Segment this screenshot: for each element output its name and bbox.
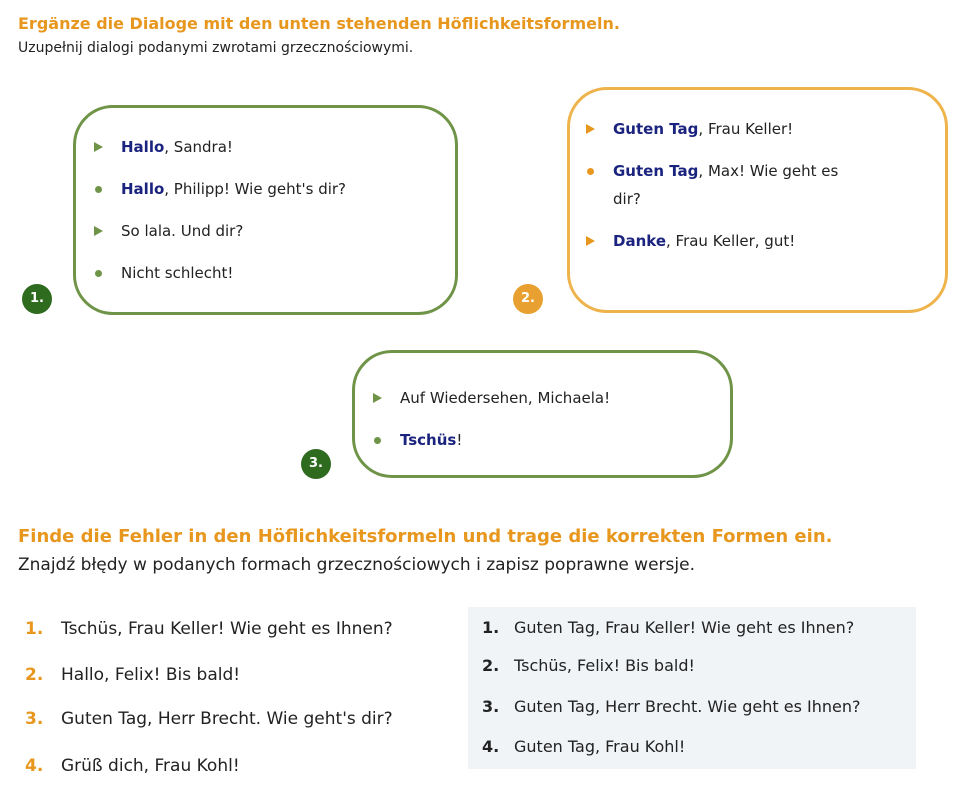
dot-bullet-icon xyxy=(95,186,102,193)
exercise-item: 2. Hallo, Felix! Bis bald! xyxy=(25,665,241,685)
keyword: Tschüs xyxy=(400,431,457,449)
keyword: Hallo xyxy=(121,180,165,198)
answer-box xyxy=(468,607,916,769)
exercise-item: 3. Guten Tag, Herr Brecht. Wie geht's dir? xyxy=(25,709,393,729)
dialog-3-badge: 3. xyxy=(301,449,331,479)
dialog-3-bubble: Auf Wiedersehen, Michaela! Tschüs! xyxy=(352,350,733,478)
dot-bullet-icon xyxy=(374,437,381,444)
triangle-bullet-icon xyxy=(94,142,103,152)
task2-title-pl: Znajdź błędy w podanych formach grzecznościowych i zapisz poprawne wersje. xyxy=(18,555,695,575)
dialog-2-bubble: Guten Tag, Frau Keller! Guten Tag, Max! Wie geht es dir? Danke, Frau Keller, gut! xyxy=(567,87,948,313)
answer-item: 1. Guten Tag, Frau Keller! Wie geht es Ihnen? xyxy=(482,618,855,637)
dialog-1-bubble: Hallo, Sandra! Hallo, Philipp! Wie geht's dir? So lala. Und dir? Nicht schlecht! xyxy=(73,105,458,315)
exercise-item: 4. Grüß dich, Frau Kohl! xyxy=(25,756,240,776)
answer-item: 4. Guten Tag, Frau Kohl! xyxy=(482,737,686,756)
triangle-bullet-icon xyxy=(373,393,382,403)
dot-bullet-icon xyxy=(95,270,102,277)
exercise-item: 1. Tschüs, Frau Keller! Wie geht es Ihnen? xyxy=(25,619,393,639)
keyword: Hallo xyxy=(121,138,165,156)
dialog-2-badge: 2. xyxy=(513,284,543,314)
triangle-bullet-icon xyxy=(94,226,103,236)
task1-title-de: Ergänze die Dialoge mit den unten stehenden Höflichkeitsformeln. xyxy=(18,14,620,33)
answer-item: 2. Tschüs, Felix! Bis bald! xyxy=(482,656,695,675)
keyword: Guten Tag xyxy=(613,120,699,138)
task2-title-de: Finde die Fehler in den Höflichkeitsformeln und trage die korrekten Formen ein. xyxy=(18,526,833,547)
task1-title-pl: Uzupełnij dialogi podanymi zwrotami grzecznościowymi. xyxy=(18,40,414,56)
triangle-bullet-icon xyxy=(586,124,595,134)
dialog-1-badge: 1. xyxy=(22,284,52,314)
answer-item: 3. Guten Tag, Herr Brecht. Wie geht es Ihnen? xyxy=(482,697,861,716)
keyword: Danke xyxy=(613,232,666,250)
keyword: Guten Tag xyxy=(613,162,699,180)
dot-bullet-icon xyxy=(587,168,594,175)
triangle-bullet-icon xyxy=(586,236,595,246)
